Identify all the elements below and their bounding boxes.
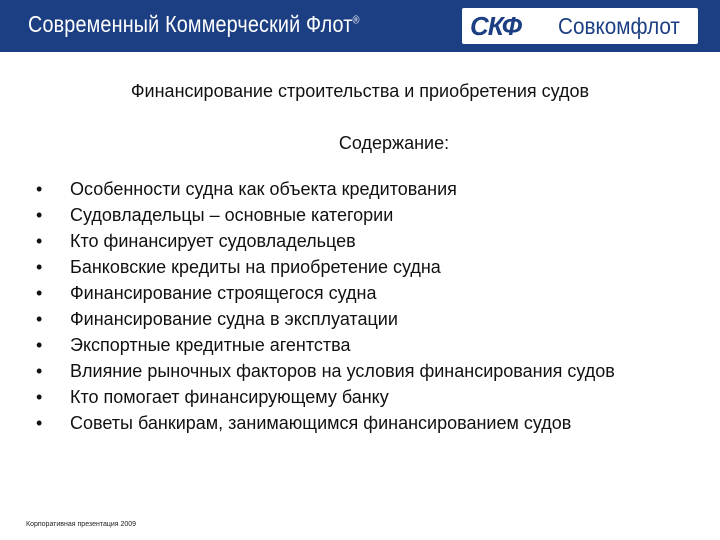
toc-item bbox=[36, 361, 696, 382]
bullet-icon: • bbox=[36, 179, 43, 199]
company-title bbox=[28, 11, 360, 38]
toc-list bbox=[36, 179, 696, 439]
toc-item-text: Судовладельцы – основные категории bbox=[70, 205, 394, 225]
toc-item-text: Экспортные кредитные агентства bbox=[70, 335, 351, 355]
bullet-icon: • bbox=[36, 335, 43, 355]
toc-item bbox=[36, 257, 696, 278]
bullet-icon: • bbox=[36, 413, 43, 433]
slide-title: Финансирование строительства и приобретения судов bbox=[130, 81, 590, 101]
toc-item-text: Банковские кредиты на приобретение судна bbox=[70, 257, 441, 277]
bullet-icon: • bbox=[36, 205, 43, 225]
logo-mark: СКФ bbox=[470, 11, 522, 41]
bullet-icon: • bbox=[36, 387, 43, 407]
bullet-icon: • bbox=[36, 361, 43, 381]
toc-item-text: Особенности судна как объекта кредитования bbox=[70, 179, 457, 199]
footer-text: Корпоративная презентация 2009 bbox=[26, 521, 137, 528]
toc-item bbox=[36, 283, 696, 304]
sovcomflot-logo bbox=[462, 8, 698, 44]
bullet-icon: • bbox=[36, 283, 43, 303]
logo-name: Совкомфлот bbox=[558, 13, 680, 39]
header-banner bbox=[0, 0, 720, 52]
toc-item bbox=[36, 387, 696, 408]
toc-heading: Содержание: bbox=[338, 133, 450, 153]
toc-item-text: Влияние рыночных факторов на условия финансирования судов bbox=[70, 361, 615, 381]
bullet-icon: • bbox=[36, 231, 43, 251]
toc-item bbox=[36, 335, 696, 356]
toc-item-text: Советы банкирам, занимающимся финансированием судов bbox=[70, 413, 572, 433]
toc-item bbox=[36, 309, 696, 330]
toc-item-text: Кто помогает финансирующему банку bbox=[70, 387, 389, 407]
toc-item bbox=[36, 231, 696, 252]
toc-item-text: Финансирование судна в эксплуатации bbox=[70, 309, 398, 329]
toc-item bbox=[36, 413, 696, 434]
company-title-text: Современный Коммерческий Флот bbox=[28, 11, 353, 37]
registered-mark: ® bbox=[352, 14, 360, 27]
toc-item-text: Финансирование строящегося судна bbox=[70, 283, 377, 303]
toc-item bbox=[36, 205, 696, 226]
bullet-icon: • bbox=[36, 257, 43, 277]
toc-item bbox=[36, 179, 696, 200]
bullet-icon: • bbox=[36, 309, 43, 329]
toc-item-text: Кто финансирует судовладельцев bbox=[70, 231, 356, 251]
